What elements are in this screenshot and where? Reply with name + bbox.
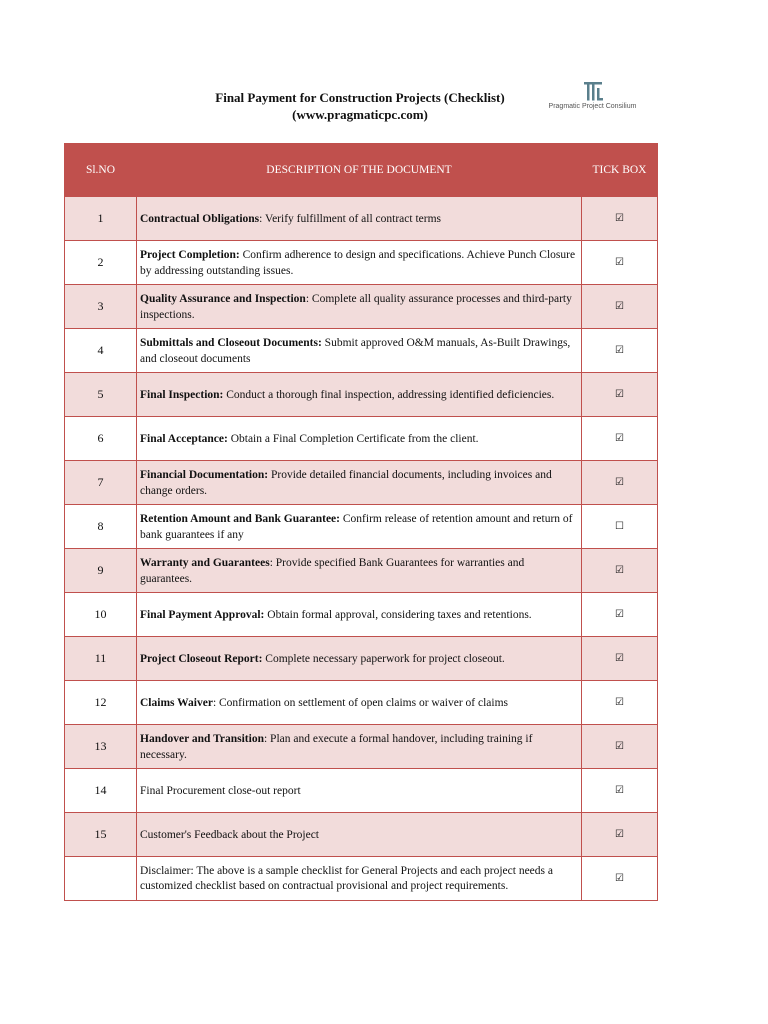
document-url: (www.pragmaticpc.com): [292, 107, 428, 122]
table-row: [65, 769, 658, 813]
row-description: [137, 769, 582, 813]
row-description-bold: Quality Assurance and Inspection: [140, 292, 306, 305]
row-description-bold: Contractual Obligations: [140, 212, 260, 225]
row-description: [137, 593, 582, 637]
column-header-slno: Sl.NO: [65, 144, 137, 197]
row-description-bold: Handover and Transition: [140, 732, 264, 745]
row-number: 9: [65, 549, 137, 593]
row-description: [137, 725, 582, 769]
row-description-bold: Final Payment Approval:: [140, 608, 265, 621]
table-header-row: [65, 144, 658, 197]
table-row: [65, 373, 658, 417]
tick-checkbox[interactable]: ☑: [582, 417, 658, 461]
row-number: 4: [65, 329, 137, 373]
row-description-bold: Retention Amount and Bank Guarantee:: [140, 512, 340, 525]
row-description-text: : Verify fulfillment of all contract terms: [259, 212, 441, 225]
row-description: [137, 461, 582, 505]
table-row: [65, 725, 658, 769]
row-number: 5: [65, 373, 137, 417]
row-number: 10: [65, 593, 137, 637]
row-description-bold: Financial Documentation:: [140, 468, 269, 481]
row-description: [137, 505, 582, 549]
row-description: [137, 285, 582, 329]
tick-checkbox[interactable]: ☑: [582, 593, 658, 637]
tick-checkbox[interactable]: ☑: [582, 725, 658, 769]
row-description: [137, 417, 582, 461]
row-description-bold: Final Acceptance:: [140, 432, 228, 445]
tick-checkbox[interactable]: ☑: [582, 549, 658, 593]
table-row: [65, 285, 658, 329]
row-description-text: Obtain a Final Completion Certificate from the client.: [227, 432, 479, 445]
row-description-text: Confirm adherence to design and specifications. Achieve Punch Closure by addressing outstanding issues.: [140, 248, 576, 277]
disclaimer-text: Disclaimer: The above is a sample checklist for General Projects and each project needs a customized checklist based on contractual provisional and project requirements.: [137, 857, 582, 901]
table-row: [65, 637, 658, 681]
table-row: [65, 549, 658, 593]
row-description-text: : Complete all quality assurance processes and third-party inspections.: [140, 292, 572, 321]
logo-text: Pragmatic Project Consilium: [548, 103, 637, 110]
row-description-text: : Confirmation on settlement of open claims or waiver of claims: [212, 696, 509, 709]
row-description-text: Final Procurement close-out report: [140, 784, 301, 797]
tick-checkbox[interactable]: ☑: [582, 329, 658, 373]
row-description: [137, 329, 582, 373]
row-description-text: Complete necessary paperwork for project closeout.: [262, 652, 505, 665]
tick-checkbox[interactable]: ☑: [582, 461, 658, 505]
company-logo: [535, 80, 650, 120]
row-description-text: Customer's Feedback about the Project: [140, 828, 320, 841]
table-row: [65, 461, 658, 505]
column-header-tick-box: TICK BOX: [582, 144, 658, 197]
table-row: [65, 593, 658, 637]
row-description: [137, 241, 582, 285]
row-number: 13: [65, 725, 137, 769]
tick-checkbox[interactable]: ☑: [582, 285, 658, 329]
row-description: [137, 197, 582, 241]
row-number: 2: [65, 241, 137, 285]
row-description-text: Provide detailed financial documents, including invoices and change orders.: [140, 468, 552, 497]
row-description-bold: Claims Waiver: [140, 696, 213, 709]
row-description-text: : Plan and execute a formal handover, including training if necessary.: [140, 732, 533, 761]
row-description: [137, 373, 582, 417]
table-row: [65, 505, 658, 549]
tick-checkbox[interactable]: ☑: [582, 197, 658, 241]
disclaimer-row: [65, 857, 658, 901]
row-description: [137, 813, 582, 857]
table-row: [65, 241, 658, 285]
row-number: 6: [65, 417, 137, 461]
table-row: [65, 417, 658, 461]
row-description: [137, 637, 582, 681]
row-description-text: Obtain formal approval, considering taxes and retentions.: [264, 608, 532, 621]
checklist-table: [64, 143, 658, 901]
row-description: [137, 681, 582, 725]
table-row: [65, 681, 658, 725]
tick-checkbox[interactable]: ☑: [582, 373, 658, 417]
row-number: 3: [65, 285, 137, 329]
tick-checkbox[interactable]: ☑: [582, 637, 658, 681]
tick-checkbox[interactable]: ☑: [582, 857, 658, 901]
row-description-bold: Final Inspection:: [140, 388, 224, 401]
row-number: 8: [65, 505, 137, 549]
row-number: 15: [65, 813, 137, 857]
row-description-bold: Warranty and Guarantees: [140, 556, 270, 569]
table-row: [65, 813, 658, 857]
row-number: 1: [65, 197, 137, 241]
row-number: 11: [65, 637, 137, 681]
tick-checkbox[interactable]: ☐: [582, 505, 658, 549]
tick-checkbox[interactable]: ☑: [582, 813, 658, 857]
row-description-text: Conduct a thorough final inspection, addressing identified deficiencies.: [223, 388, 555, 401]
row-description-bold: Project Closeout Report:: [140, 652, 263, 665]
table-row: [65, 329, 658, 373]
row-number: 12: [65, 681, 137, 725]
column-header-description: DESCRIPTION OF THE DOCUMENT: [137, 144, 582, 197]
row-number: 14: [65, 769, 137, 813]
document-title-block: [180, 89, 540, 123]
table-row: [65, 197, 658, 241]
row-description-text: Submit approved O&M manuals, As-Built Drawings, and closeout documents: [140, 336, 571, 365]
row-description-text: Confirm release of retention amount and return of bank guarantees if any: [140, 512, 573, 541]
row-description-text: : Provide specified Bank Guarantees for warranties and guarantees.: [140, 556, 525, 585]
row-number: 7: [65, 461, 137, 505]
tick-checkbox[interactable]: ☑: [582, 681, 658, 725]
row-number: [65, 857, 137, 901]
tick-checkbox[interactable]: ☑: [582, 769, 658, 813]
tick-checkbox[interactable]: ☑: [582, 241, 658, 285]
row-description-bold: Project Completion:: [140, 248, 240, 261]
row-description: [137, 549, 582, 593]
row-description-bold: Submittals and Closeout Documents:: [140, 336, 322, 349]
document-title: Final Payment for Construction Projects (Checklist): [215, 90, 505, 105]
logo-icon: [580, 80, 606, 102]
